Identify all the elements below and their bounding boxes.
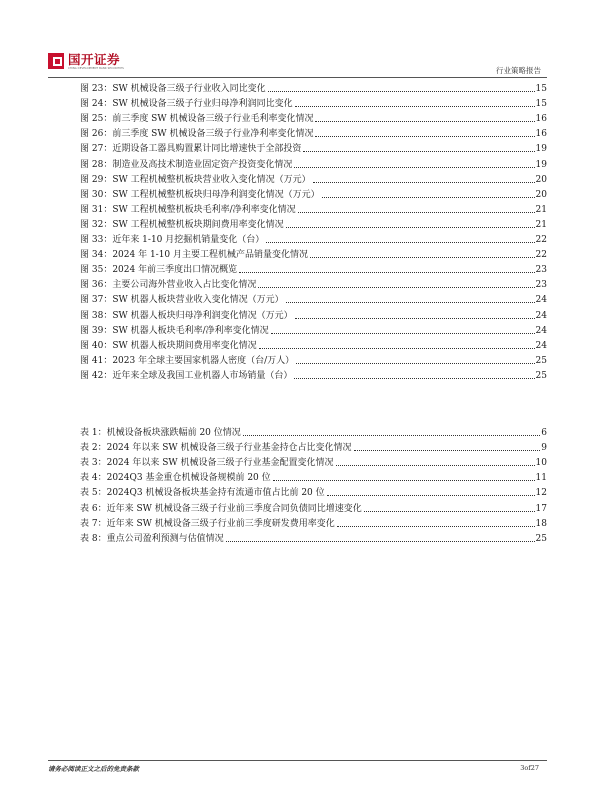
toc-entry[interactable]: [80, 155, 547, 170]
toc-dot-leader: [294, 378, 534, 379]
toc-entry[interactable]: [80, 322, 547, 337]
toc-dot-leader: [286, 302, 535, 303]
toc-dot-leader: [364, 511, 535, 512]
footer-divider: [48, 760, 547, 761]
toc-entry-label[interactable]: 表 6：近年来 SW 机械设备三级子行业前三季度合同负债同比增速变化: [80, 503, 362, 514]
toc-entry-label[interactable]: 表 7：近年来 SW 机械设备三级子行业前三季度研发费用率变化: [80, 518, 335, 529]
toc-dot-leader: [294, 167, 534, 168]
toc-dot-leader: [315, 121, 534, 122]
toc-entry-page[interactable]: 10: [535, 458, 547, 469]
toc-entry[interactable]: [80, 216, 547, 231]
toc-entry-label[interactable]: 表 3：2024 年以来 SW 机械设备三级子行业基金配置变化情况: [80, 458, 334, 469]
toc-entry[interactable]: [80, 231, 547, 246]
toc-entry-page[interactable]: 16: [535, 114, 547, 125]
toc-entry-label[interactable]: 图 23：SW 机械设备三级子行业收入同比变化: [80, 84, 266, 95]
toc-entry[interactable]: [80, 499, 547, 514]
toc-dot-leader: [258, 287, 534, 288]
toc-entry-label[interactable]: 图 31：SW 工程机械整机板块毛利率/净利率变化情况: [80, 204, 296, 215]
toc-entry[interactable]: [80, 261, 547, 276]
toc-entry-label[interactable]: 图 42：近年来全球及我国工业机器人市场销量（台）: [80, 370, 293, 381]
toc-entry[interactable]: [80, 246, 547, 261]
toc-entry-page[interactable]: 23: [535, 265, 547, 276]
toc-dot-leader: [226, 541, 535, 542]
toc-entry-label[interactable]: 图 29：SW 工程机械整机板块营业收入变化情况（万元）: [80, 174, 311, 185]
toc-entry-page[interactable]: 25: [535, 533, 547, 544]
toc-dot-leader: [296, 363, 534, 364]
toc-entry-page[interactable]: 19: [535, 144, 547, 155]
toc-entry[interactable]: [80, 186, 547, 201]
page-footer: [48, 760, 547, 773]
toc-entry-page[interactable]: 24: [535, 325, 547, 336]
toc-dot-leader: [268, 91, 535, 92]
toc-entry-label[interactable]: 图 35：2024 年前三季度出口情况概览: [80, 265, 238, 276]
toc-dot-leader: [273, 480, 535, 481]
toc-entry[interactable]: [80, 95, 547, 110]
toc-entry-page[interactable]: 25: [535, 355, 547, 366]
toc-entry-page[interactable]: 21: [535, 219, 547, 230]
toc-entry-label[interactable]: 图 40：SW 机器人板块期间费用率变化情况: [80, 340, 257, 351]
toc-dot-leader: [310, 257, 535, 258]
toc-entry-page[interactable]: 15: [535, 99, 547, 110]
toc-entry[interactable]: [80, 424, 547, 439]
toc-entry-page[interactable]: 24: [535, 310, 547, 321]
toc-entry[interactable]: [80, 140, 547, 155]
toc-entry-label[interactable]: 图 32：SW 工程机械整机板块期间费用率变化情况: [80, 219, 284, 230]
toc-entry-page[interactable]: 12: [535, 488, 547, 499]
page-header: [48, 0, 547, 78]
toc-entry-label[interactable]: 图 34：2024 年 1-10 月主要工程机械产品销量变化情况: [80, 250, 309, 261]
toc-entry[interactable]: [80, 80, 547, 95]
toc-entry-label[interactable]: 表 8：重点公司盈利预测与估值情况: [80, 533, 224, 544]
toc-dot-leader: [322, 197, 535, 198]
figures-toc: [80, 80, 547, 382]
toc-dot-leader: [286, 227, 535, 228]
toc-entry[interactable]: [80, 454, 547, 469]
toc-entry[interactable]: [80, 171, 547, 186]
toc-entry[interactable]: [80, 367, 547, 382]
toc-entry-label[interactable]: 图 41：2023 年全球主要国家机器人密度（台/万人）: [80, 355, 295, 366]
toc-entry-page[interactable]: 17: [535, 503, 547, 514]
toc-entry-page[interactable]: 22: [535, 250, 547, 261]
toc-entry[interactable]: [80, 352, 547, 367]
toc-entry[interactable]: [80, 469, 547, 484]
toc-entry-label[interactable]: 图 36：主要公司海外营业收入占比变化情况: [80, 280, 257, 291]
report-type: 行业策略报告: [496, 66, 541, 75]
company-logo: [48, 53, 124, 71]
toc-entry[interactable]: [80, 291, 547, 306]
toc-entry-label[interactable]: 图 38：SW 机器人板块归母净利润变化情况（万元）: [80, 310, 293, 321]
toc-entry-page[interactable]: 19: [535, 159, 547, 170]
toc-entry[interactable]: [80, 125, 547, 140]
toc-dot-leader: [295, 318, 535, 319]
toc-dot-leader: [327, 495, 535, 496]
toc-dot-leader: [259, 348, 535, 349]
toc-entry-label[interactable]: 表 1：机械设备板块涨跌幅前 20 位情况: [80, 428, 241, 439]
toc-dot-leader: [337, 526, 535, 527]
toc-entry-page[interactable]: 15: [535, 84, 547, 95]
toc-entry-page[interactable]: 20: [535, 189, 547, 200]
toc-entry-page[interactable]: 16: [535, 129, 547, 140]
disclaimer-note: 请务必阅读正文之后的免责条款: [48, 765, 139, 773]
toc-entry-label[interactable]: 图 25：前三季度 SW 机械设备三级子行业毛利率变化情况: [80, 114, 314, 125]
toc-dot-leader: [243, 435, 541, 436]
toc-entry-label[interactable]: 图 39：SW 机器人板块毛利率/净利率变化情况: [80, 325, 269, 336]
toc-entry-label[interactable]: 表 5：2024Q3 机械设备板块基金持有流通市值占比前 20 位: [80, 488, 325, 499]
toc-entry-label[interactable]: 图 33：近年来 1-10 月挖掘机销量变化（台）: [80, 235, 265, 246]
header-divider: [48, 77, 547, 78]
toc-entry-page[interactable]: 25: [535, 370, 547, 381]
logo-mark-icon: [48, 53, 64, 69]
toc-entry-page[interactable]: 6: [541, 428, 547, 439]
toc-entry-label[interactable]: 图 24：SW 机械设备三级子行业归母净利润同比变化: [80, 99, 293, 110]
toc-entry[interactable]: [80, 515, 547, 530]
toc-entry-label[interactable]: 图 28：制造业及高技术制造业固定资产投资变化情况: [80, 159, 293, 170]
toc-entry[interactable]: [80, 201, 547, 216]
toc-dot-leader: [295, 106, 535, 107]
toc-dot-leader: [303, 151, 534, 152]
toc-entry-label[interactable]: 表 4：2024Q3 基金重仓机械设备规模前 20 位: [80, 473, 271, 484]
toc-entry-label[interactable]: 表 2：2024 年以来 SW 机械设备三级子行业基金持仓占比变化情况: [80, 443, 352, 454]
toc-entry-page[interactable]: 24: [535, 295, 547, 306]
tables-toc: [80, 424, 547, 545]
toc-dot-leader: [313, 182, 535, 183]
toc-entry[interactable]: [80, 530, 547, 545]
company-name: 国开证券: [68, 52, 121, 67]
toc-entry-page[interactable]: 22: [535, 235, 547, 246]
toc-entry[interactable]: [80, 110, 547, 125]
toc-entry[interactable]: [80, 337, 547, 352]
toc-dot-leader: [315, 136, 534, 137]
toc-entry-page[interactable]: 21: [535, 204, 547, 215]
toc-entry-page[interactable]: 9: [541, 443, 547, 454]
toc-entry[interactable]: [80, 276, 547, 291]
toc-entry-label[interactable]: 图 30：SW 工程机械整机板块归母净利润变化情况（万元）: [80, 189, 320, 200]
toc-dot-leader: [266, 242, 534, 243]
toc-dot-leader: [336, 465, 535, 466]
toc-dot-leader: [271, 333, 535, 334]
toc-entry[interactable]: [80, 439, 547, 454]
toc-entry-page[interactable]: 20: [535, 174, 547, 185]
toc-entry-page[interactable]: 24: [535, 340, 547, 351]
toc-entry-label[interactable]: 图 37：SW 机器人板块营业收入变化情况（万元）: [80, 295, 284, 306]
page-number: 3of27: [520, 764, 539, 772]
company-name-en: CHINA DEVELOPMENT BANK SECURITIES: [68, 67, 124, 70]
toc-entry[interactable]: [80, 484, 547, 499]
toc-entry-page[interactable]: 23: [535, 280, 547, 291]
toc-entry-label[interactable]: 图 27：近期设备工器具购置累计同比增速快于全部投资: [80, 144, 302, 155]
toc-entry-page[interactable]: 11: [535, 473, 547, 484]
toc-entry[interactable]: [80, 306, 547, 321]
toc-entry-label[interactable]: 图 26：前三季度 SW 机械设备三级子行业净利率变化情况: [80, 129, 314, 140]
toc-dot-leader: [354, 450, 541, 451]
toc-dot-leader: [239, 272, 534, 273]
toc-entry-page[interactable]: 18: [535, 518, 547, 529]
toc-dot-leader: [298, 212, 535, 213]
